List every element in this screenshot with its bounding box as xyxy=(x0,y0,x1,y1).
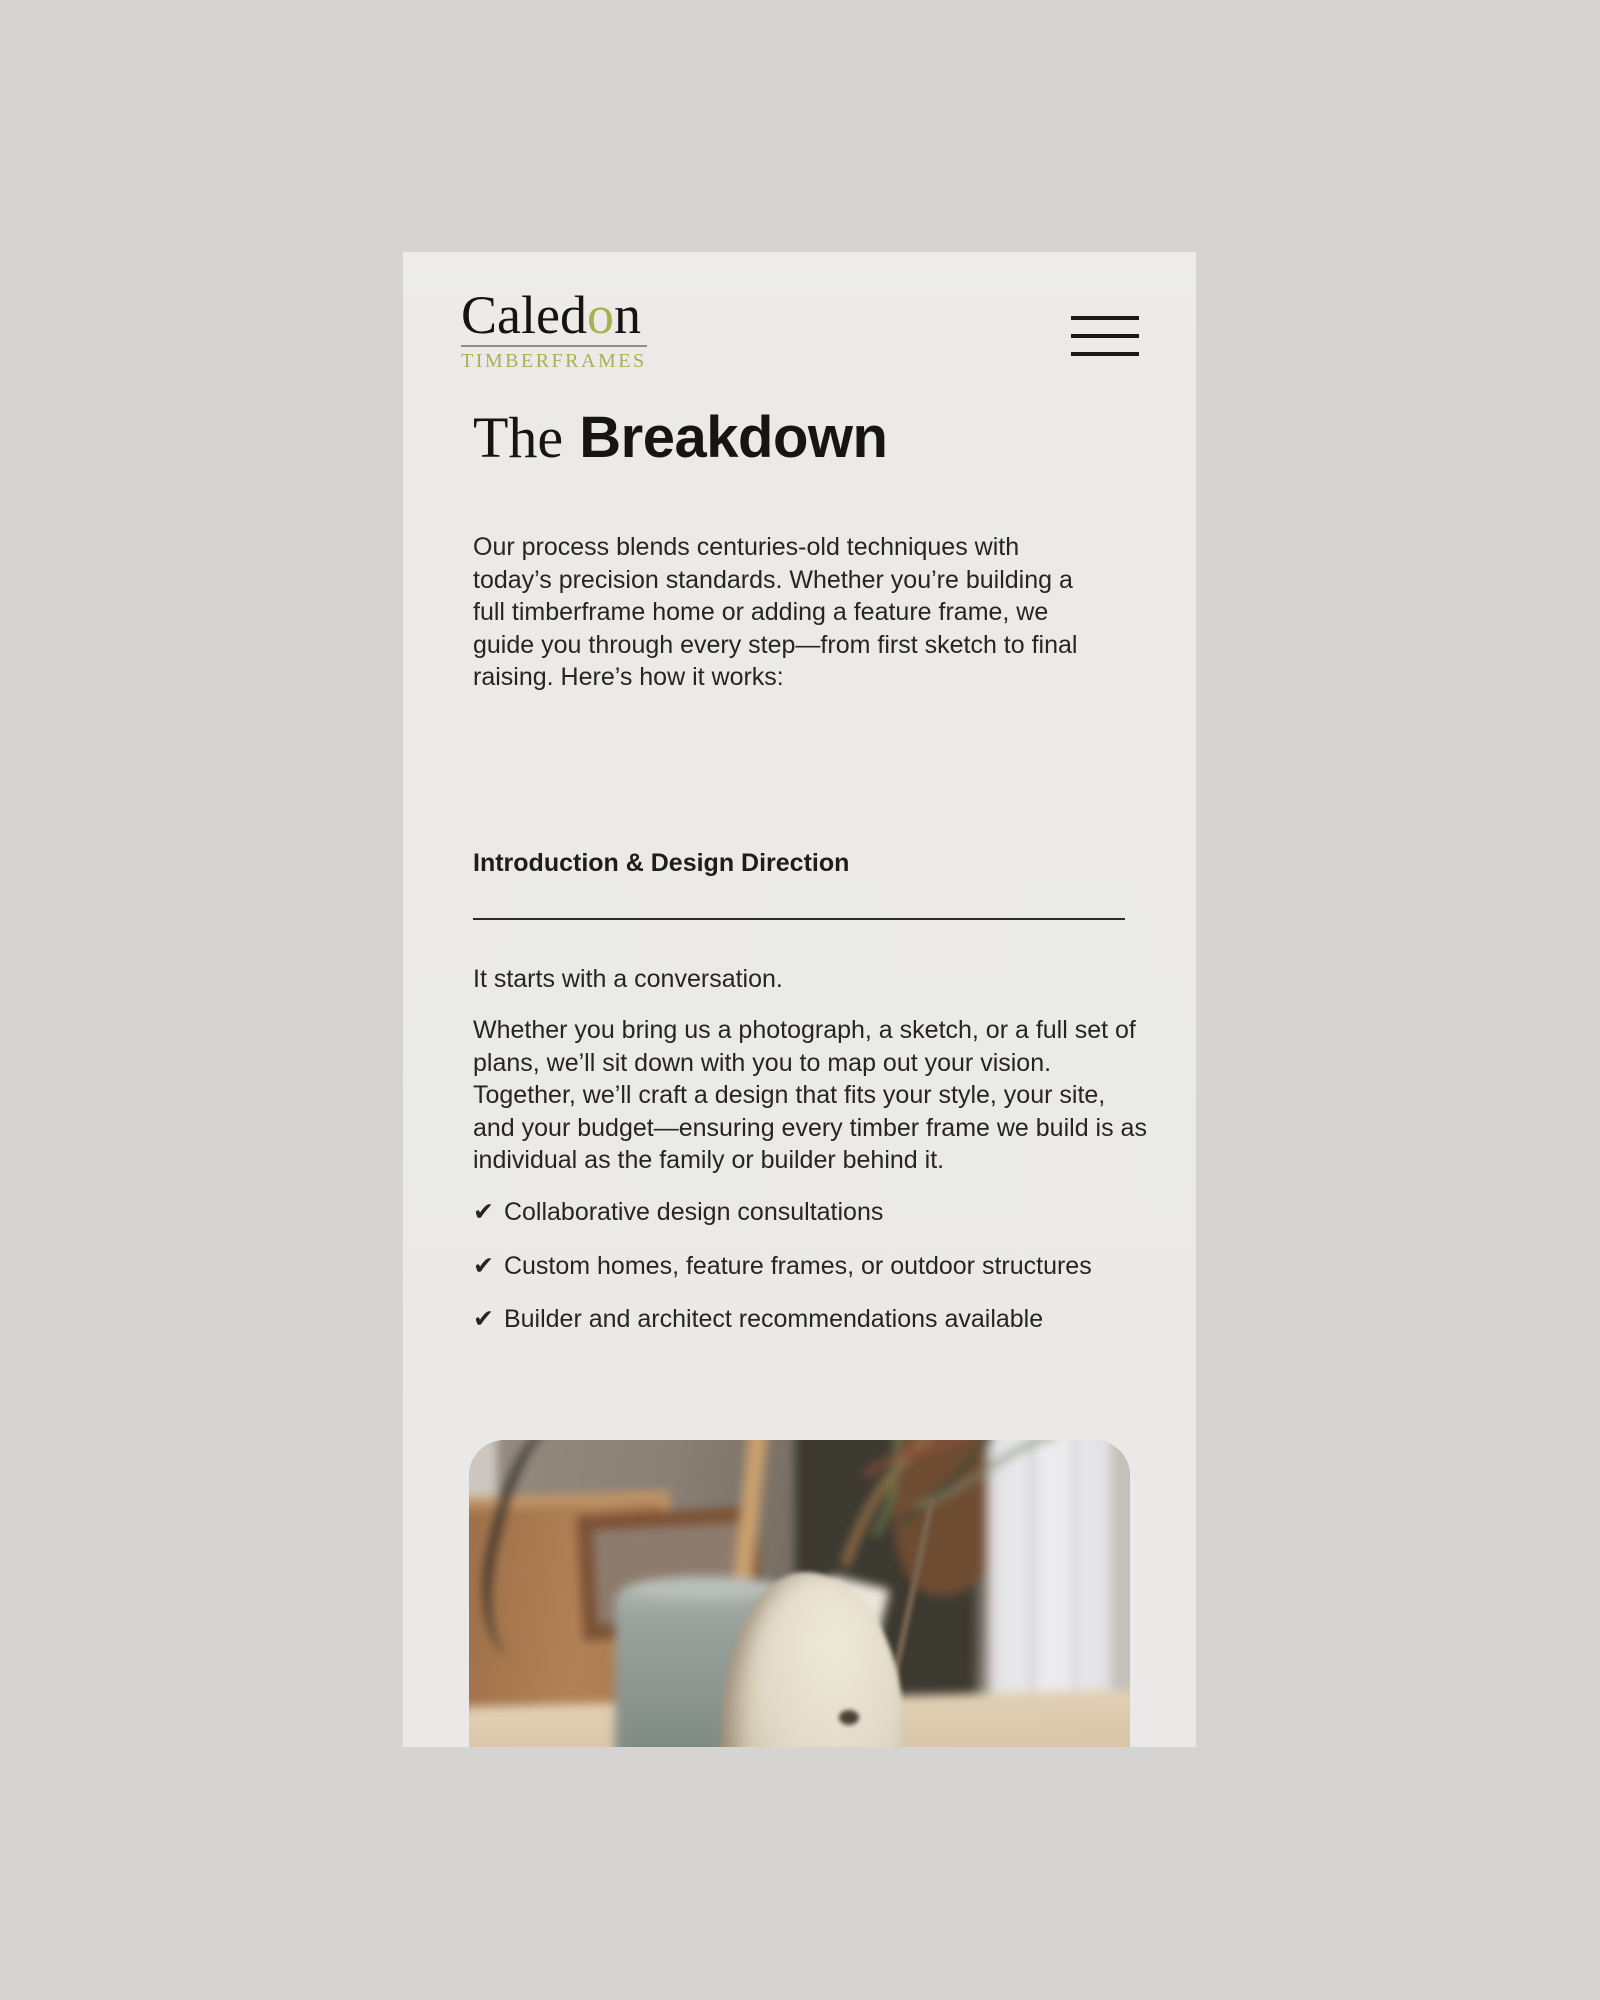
workshop-photo xyxy=(469,1440,1130,1747)
page-title-serif: The xyxy=(473,405,564,470)
page-title xyxy=(473,405,888,470)
logo-wordmark-accent: o xyxy=(586,285,614,345)
check-icon: ✔ xyxy=(473,1198,494,1226)
step-heading: Introduction & Design Direction xyxy=(473,849,850,877)
checklist xyxy=(473,1196,1092,1357)
checklist-item xyxy=(473,1196,1092,1229)
checklist-item-label: Builder and architect recommendations available xyxy=(503,1305,1044,1333)
hamburger-icon xyxy=(1071,316,1139,320)
check-icon: ✔ xyxy=(473,1251,494,1280)
step-lead: It starts with a conversation. xyxy=(473,965,783,993)
logo-divider xyxy=(461,345,647,347)
checklist-item xyxy=(473,1303,1092,1336)
checklist-item xyxy=(473,1250,1092,1283)
page-card xyxy=(403,252,1196,1747)
menu-button[interactable] xyxy=(1071,315,1139,357)
section-divider xyxy=(473,918,1125,920)
step-body: Whether you bring us a photograph, a sketch, or a full set of plans, we’ll sit down with you to map out your vision. Together, we’ll craft a design that fits your style, your site, and your budget—ensuring every timber frame we build is as individual as the family or builder behind it. xyxy=(473,1016,1147,1174)
intro-paragraph: Our process blends centuries-old techniques with today’s precision standards. Whether you’re building a full timberframe home or adding a feature frame, we guide you through every step—from first sketch to final raising. Here’s how it works: xyxy=(473,533,1078,691)
logo-wordmark-prefix: Caled xyxy=(461,285,587,345)
logo-wordmark xyxy=(461,285,647,345)
logo[interactable] xyxy=(461,285,647,373)
page-title-bold: Breakdown xyxy=(579,405,888,470)
checklist-item-label: Custom homes, feature frames, or outdoor structures xyxy=(503,1251,1092,1280)
logo-wordmark-suffix: n xyxy=(613,285,641,345)
checklist-item-label: Collaborative design consultations xyxy=(503,1198,884,1226)
check-icon: ✔ xyxy=(473,1305,494,1333)
logo-subtitle: TIMBERFRAMES xyxy=(461,350,647,372)
